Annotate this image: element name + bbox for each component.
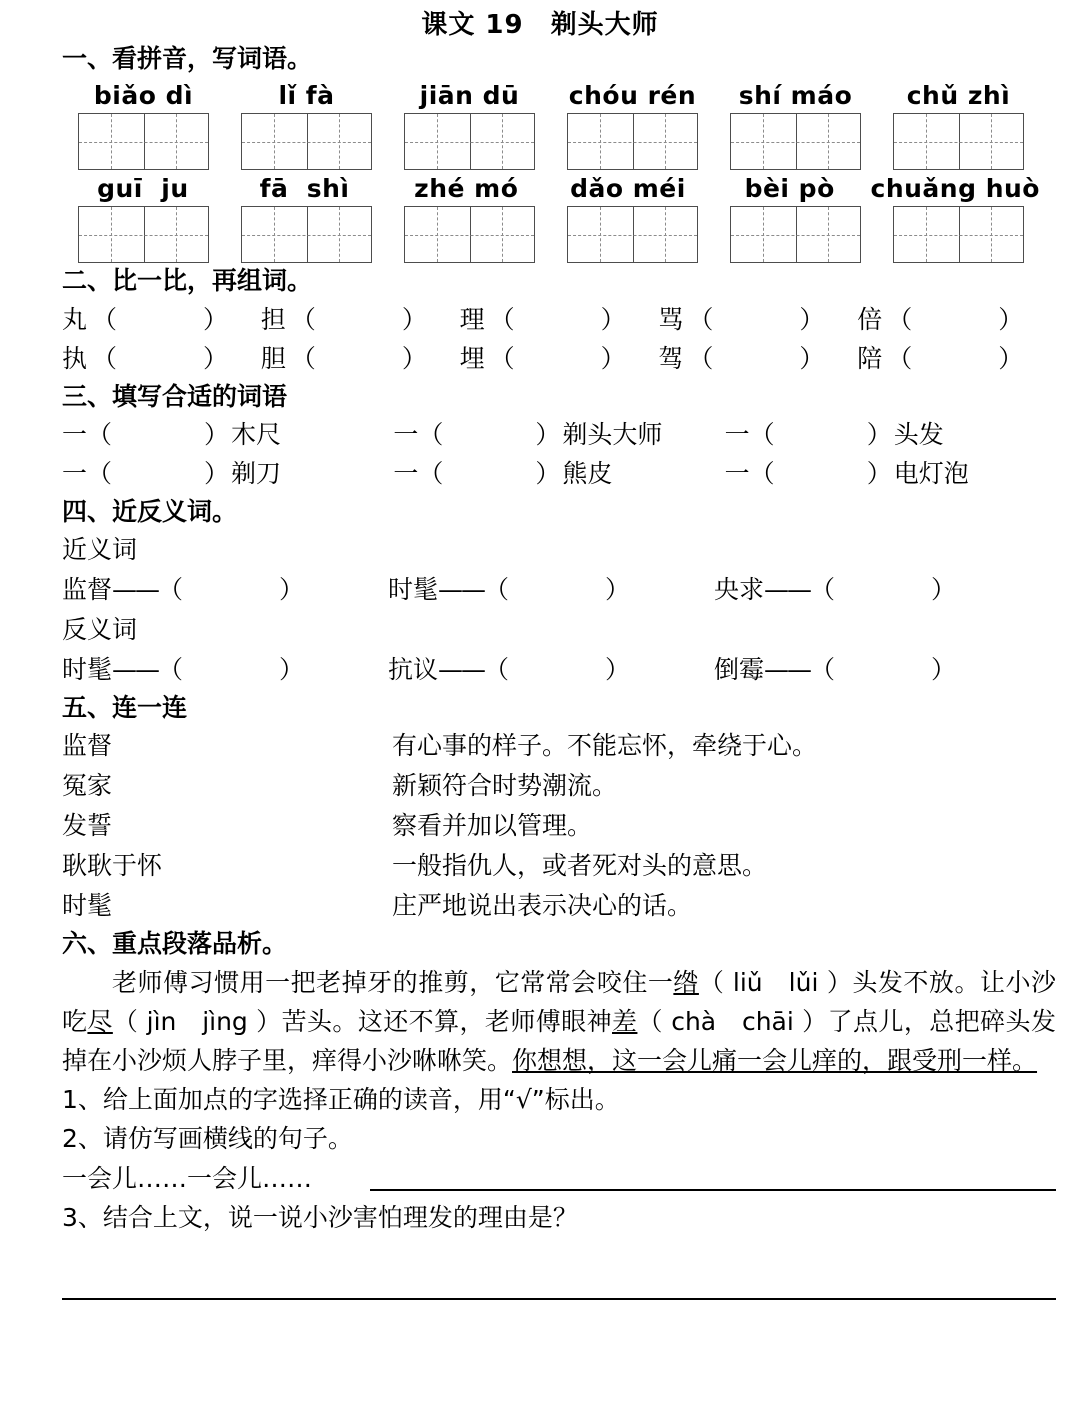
tianzige-box[interactable] (78, 206, 209, 263)
compare-character: 丸 (62, 304, 88, 334)
pinyin-row-1 (62, 81, 1040, 110)
pinyin-label: zhé mó (414, 174, 519, 204)
match-row[interactable] (62, 766, 1080, 806)
writing-grid-row-2 (62, 206, 1040, 263)
grid-horizontal-dash (731, 142, 860, 143)
section-3-heading: 三、填写合适的词语 (62, 381, 288, 411)
synonym-item[interactable] (714, 570, 1040, 611)
paren-close: ） (799, 304, 825, 334)
quantifier-noun: 木尺 (231, 419, 282, 449)
grid-vertical-dash-left (926, 207, 927, 262)
quantifier-noun: 熊皮 (562, 459, 613, 489)
quantifier-item[interactable] (393, 454, 724, 494)
question-number: 2、 (62, 1124, 103, 1154)
writing-grid-slot[interactable] (225, 206, 388, 263)
grid-vertical-dash-left (926, 114, 927, 169)
match-definition[interactable]: 有心事的样子。不能忘怀，牵绕于心。 (392, 731, 818, 761)
dash-connector: —— (112, 654, 159, 684)
grid-vertical-dash-right (502, 207, 503, 262)
synonym-item[interactable] (388, 570, 714, 611)
grid-vertical-dash-right (502, 114, 503, 169)
paren-open: （ (484, 574, 510, 604)
compare-character: 理 (459, 304, 485, 334)
paren-close: ） (401, 344, 427, 374)
compare-word-item[interactable] (857, 339, 1056, 379)
paren-open: （ (688, 304, 714, 334)
quantifier-measure: 一 (724, 459, 750, 489)
paren-open: （ (418, 459, 444, 489)
paren-open: （ (484, 654, 510, 684)
quantifier-noun: 剃头大师 (562, 419, 663, 449)
match-definition[interactable]: 庄严地说出表示决心的话。 (392, 891, 693, 921)
grid-horizontal-dash (79, 235, 208, 236)
compare-word-item[interactable] (460, 339, 659, 379)
antonym-word: 时髦 (62, 654, 113, 684)
match-word[interactable]: 发誓 (62, 811, 113, 841)
paren-close: ） (600, 304, 626, 334)
paren-close: ） (931, 654, 957, 684)
paren-open: （ (87, 459, 113, 489)
compare-character: 骂 (658, 304, 684, 334)
tianzige-box[interactable] (567, 206, 698, 263)
question-text: 给上面加点的字选择正确的读音，用“√”标出。 (102, 1084, 620, 1114)
grid-horizontal-dash (79, 142, 208, 143)
match-word[interactable]: 冤家 (62, 771, 113, 801)
writing-grid-slot[interactable] (225, 113, 388, 170)
writing-grid-slot[interactable] (714, 206, 877, 263)
pinyin-label: jiān dū (419, 81, 520, 111)
compare-word-item[interactable] (658, 300, 857, 340)
paren-open: （ (887, 344, 913, 374)
match-row[interactable] (62, 726, 1080, 766)
pinyin-label: guī ju (97, 174, 189, 204)
compare-character: 陪 (857, 344, 883, 374)
match-row[interactable] (62, 846, 1080, 886)
paren-open: （ (489, 344, 515, 374)
compare-word-row-2 (62, 339, 1056, 379)
tianzige-box[interactable] (404, 113, 535, 170)
tianzige-box[interactable] (893, 206, 1024, 263)
tianzige-box[interactable] (241, 113, 372, 170)
passage-part: 老师傅习惯用一把老掉牙的推剪，它常常会咬住一 (112, 967, 674, 997)
pinyin-label: shí máo (738, 81, 853, 111)
quantifier-item[interactable] (62, 415, 393, 455)
synonym-row (62, 570, 1040, 611)
grid-vertical-dash-right (665, 207, 666, 262)
match-row[interactable] (62, 806, 1080, 846)
paren-open: （ (92, 344, 118, 374)
writing-grid-slot[interactable] (551, 206, 714, 263)
paren-close: ） (401, 304, 427, 334)
compare-word-item[interactable] (261, 339, 460, 379)
paren-close: ） (204, 459, 230, 489)
paren-close: ） (931, 574, 957, 604)
section-2-heading: 二、比一比，再组词。 (62, 266, 313, 296)
antonym-item[interactable] (388, 650, 714, 691)
pinyin-label: bèi pò (744, 174, 835, 204)
paren-open: （ (158, 654, 184, 684)
grid-vertical-dash-right (176, 207, 177, 262)
synonym-word: 央求 (714, 574, 765, 604)
passage-part: （ chà chāi ）了点儿，总把碎头发掉在小沙烦人脖子里，痒得小沙咻咻笑。 (62, 1006, 1056, 1075)
paren-close: ） (279, 574, 305, 604)
section-5-heading: 五、连一连 (62, 693, 188, 723)
antonym-label: 反义词 (62, 615, 138, 645)
compare-word-item[interactable] (658, 339, 857, 379)
pinyin-label: chǔ zhì (906, 81, 1011, 111)
sentence-pattern-prompt: 一会儿……一会儿…… (62, 1163, 313, 1193)
dash-connector: —— (764, 654, 811, 684)
compare-word-row-1 (62, 300, 1056, 340)
match-definition[interactable]: 一般指仇人，或者死对头的意思。 (392, 851, 768, 881)
underlined-character: 差 (612, 1006, 638, 1036)
antonym-row (62, 650, 1040, 691)
quantifier-noun: 头发 (893, 419, 944, 449)
grid-horizontal-dash (405, 235, 534, 236)
quantifier-measure: 一 (62, 459, 88, 489)
compare-character: 担 (260, 304, 286, 334)
quantifier-item[interactable] (393, 415, 724, 455)
paren-open: （ (749, 459, 775, 489)
grid-vertical-dash-left (437, 114, 438, 169)
passage-part: （ liǔ lǔi ）头发不放。让小沙吃 (62, 967, 1056, 1036)
antonym-word: 抗议 (388, 654, 439, 684)
tianzige-box[interactable] (567, 113, 698, 170)
paren-open: （ (290, 304, 316, 334)
writing-grid-slot[interactable] (388, 206, 551, 263)
synonym-word: 监督 (62, 574, 113, 604)
underlined-sentence: 你想想，这一会儿痛一会儿痒的，跟受刑一样。 (512, 1045, 1038, 1075)
grid-horizontal-dash (242, 235, 371, 236)
match-word[interactable]: 时髦 (62, 891, 113, 921)
pinyin-label: fā shì (259, 174, 350, 204)
grid-vertical-dash-right (339, 207, 340, 262)
paren-close: ） (600, 344, 626, 374)
quantifier-item[interactable] (725, 415, 1056, 455)
quantifier-noun: 剃刀 (231, 459, 282, 489)
paren-close: ） (998, 344, 1024, 374)
answer-line[interactable] (62, 1298, 1056, 1300)
dash-connector: —— (112, 574, 159, 604)
match-word[interactable]: 监督 (62, 731, 113, 761)
underlined-character: 绺 (673, 967, 699, 997)
paren-close: ） (203, 344, 229, 374)
paren-open: （ (290, 344, 316, 374)
paren-close: ） (605, 574, 631, 604)
passage-part: （ jìn jìng ）苦头。这还不算，老师傅眼神 (112, 1006, 613, 1036)
page-title: 课文 19 剃头大师 (421, 10, 659, 40)
compare-word-item[interactable] (857, 300, 1056, 340)
tianzige-box[interactable] (78, 113, 209, 170)
question-1 (62, 1080, 1056, 1120)
paren-close: ） (535, 419, 561, 449)
writing-grid-slot[interactable] (62, 113, 225, 170)
tianzige-box[interactable] (404, 206, 535, 263)
question-text: 请仿写画横线的句子。 (102, 1124, 353, 1154)
grid-horizontal-dash (242, 142, 371, 143)
answer-line[interactable] (370, 1189, 1056, 1191)
quantifier-measure: 一 (393, 419, 419, 449)
grid-vertical-dash-right (339, 114, 340, 169)
paren-open: （ (418, 419, 444, 449)
dash-connector: —— (438, 574, 485, 604)
paren-open: （ (749, 419, 775, 449)
paren-close: ） (998, 304, 1024, 334)
writing-grid-slot[interactable] (714, 113, 877, 170)
dash-connector: —— (438, 654, 485, 684)
compare-word-item[interactable] (62, 339, 261, 379)
grid-vertical-dash-left (111, 207, 112, 262)
compare-character: 胆 (260, 344, 286, 374)
grid-vertical-dash-right (665, 114, 666, 169)
dash-connector: —— (764, 574, 811, 604)
paren-open: （ (158, 574, 184, 604)
pinyin-label: chuǎng huò (870, 174, 1040, 204)
match-word[interactable]: 耿耿于怀 (62, 851, 163, 881)
tianzige-box[interactable] (241, 206, 372, 263)
grid-horizontal-dash (568, 235, 697, 236)
paren-close: ） (799, 344, 825, 374)
paren-close: ） (535, 459, 561, 489)
question-2-answer-row (62, 1159, 1056, 1199)
quantifier-item[interactable] (62, 454, 393, 494)
grid-horizontal-dash (568, 142, 697, 143)
compare-character: 执 (62, 344, 88, 374)
quantifier-measure: 一 (724, 419, 750, 449)
writing-grid-row-1 (62, 113, 1040, 170)
synonym-word: 时髦 (388, 574, 439, 604)
question-number: 1、 (62, 1084, 103, 1114)
question-number: 3、 (62, 1203, 103, 1233)
tianzige-box[interactable] (730, 113, 861, 170)
pinyin-row-2 (62, 174, 1040, 203)
grid-horizontal-dash (894, 142, 1023, 143)
section-4-heading: 四、近反义词。 (62, 496, 238, 526)
grid-horizontal-dash (894, 235, 1023, 236)
grid-vertical-dash-left (274, 207, 275, 262)
pinyin-label: chóu rén (568, 81, 697, 111)
paren-close: ） (204, 419, 230, 449)
paren-close: ） (279, 654, 305, 684)
paren-close: ） (605, 654, 631, 684)
section-6-heading: 六、重点段落品析。 (62, 929, 288, 959)
paren-open: （ (810, 654, 836, 684)
grid-vertical-dash-right (828, 114, 829, 169)
grid-horizontal-dash (405, 142, 534, 143)
grid-vertical-dash-right (176, 114, 177, 169)
grid-vertical-dash-left (763, 207, 764, 262)
grid-horizontal-dash (731, 235, 860, 236)
writing-grid-slot[interactable] (388, 113, 551, 170)
compare-word-item[interactable] (460, 300, 659, 340)
paren-open: （ (810, 574, 836, 604)
section-1-heading: 一、看拼音，写词语。 (62, 44, 313, 74)
grid-vertical-dash-left (600, 207, 601, 262)
compare-character: 埋 (459, 344, 485, 374)
pinyin-label: lǐ fà (278, 81, 335, 111)
pinyin-label: biǎo dì (93, 81, 194, 111)
antonym-word: 倒霉 (714, 654, 765, 684)
answer-space (0, 1238, 1080, 1298)
match-definition[interactable]: 新颖符合时势潮流。 (392, 771, 618, 801)
quantifier-row-2 (62, 454, 1056, 494)
quantifier-row-1 (62, 415, 1056, 455)
paren-close: ） (866, 419, 892, 449)
quantifier-measure: 一 (62, 419, 88, 449)
question-2 (62, 1119, 1056, 1159)
quantifier-item[interactable] (725, 454, 1056, 494)
reading-passage (62, 963, 1056, 1080)
quantifier-noun: 电灯泡 (893, 459, 969, 489)
synonym-label: 近义词 (62, 535, 138, 565)
match-row[interactable] (62, 886, 1080, 926)
grid-vertical-dash-left (600, 114, 601, 169)
paren-open: （ (688, 344, 714, 374)
match-definition[interactable]: 察看并加以管理。 (392, 811, 593, 841)
grid-vertical-dash-right (991, 207, 992, 262)
writing-grid-slot[interactable] (551, 113, 714, 170)
paren-open: （ (87, 419, 113, 449)
writing-grid-slot[interactable] (877, 206, 1040, 263)
underlined-character: 尽 (87, 1006, 113, 1036)
writing-grid-slot[interactable] (877, 113, 1040, 170)
quantifier-measure: 一 (393, 459, 419, 489)
grid-vertical-dash-right (828, 207, 829, 262)
grid-vertical-dash-left (274, 114, 275, 169)
compare-character: 驾 (658, 344, 684, 374)
paren-close: ） (203, 304, 229, 334)
paren-open: （ (92, 304, 118, 334)
paren-open: （ (489, 304, 515, 334)
grid-vertical-dash-left (111, 114, 112, 169)
antonym-item[interactable] (62, 650, 388, 691)
synonym-item[interactable] (62, 570, 388, 611)
question-text: 结合上文，说一说小沙害怕理发的理由是？ (102, 1203, 578, 1233)
question-3 (62, 1198, 1056, 1238)
tianzige-box[interactable] (730, 206, 861, 263)
paren-close: ） (866, 459, 892, 489)
compare-word-item[interactable] (261, 300, 460, 340)
grid-vertical-dash-left (437, 207, 438, 262)
tianzige-box[interactable] (893, 113, 1024, 170)
writing-grid-slot[interactable] (62, 206, 225, 263)
pinyin-label: dǎo méi (570, 174, 686, 204)
compare-character: 倍 (857, 304, 883, 334)
grid-vertical-dash-right (991, 114, 992, 169)
antonym-item[interactable] (714, 650, 1040, 691)
grid-vertical-dash-left (763, 114, 764, 169)
compare-word-item[interactable] (62, 300, 261, 340)
paren-open: （ (887, 304, 913, 334)
